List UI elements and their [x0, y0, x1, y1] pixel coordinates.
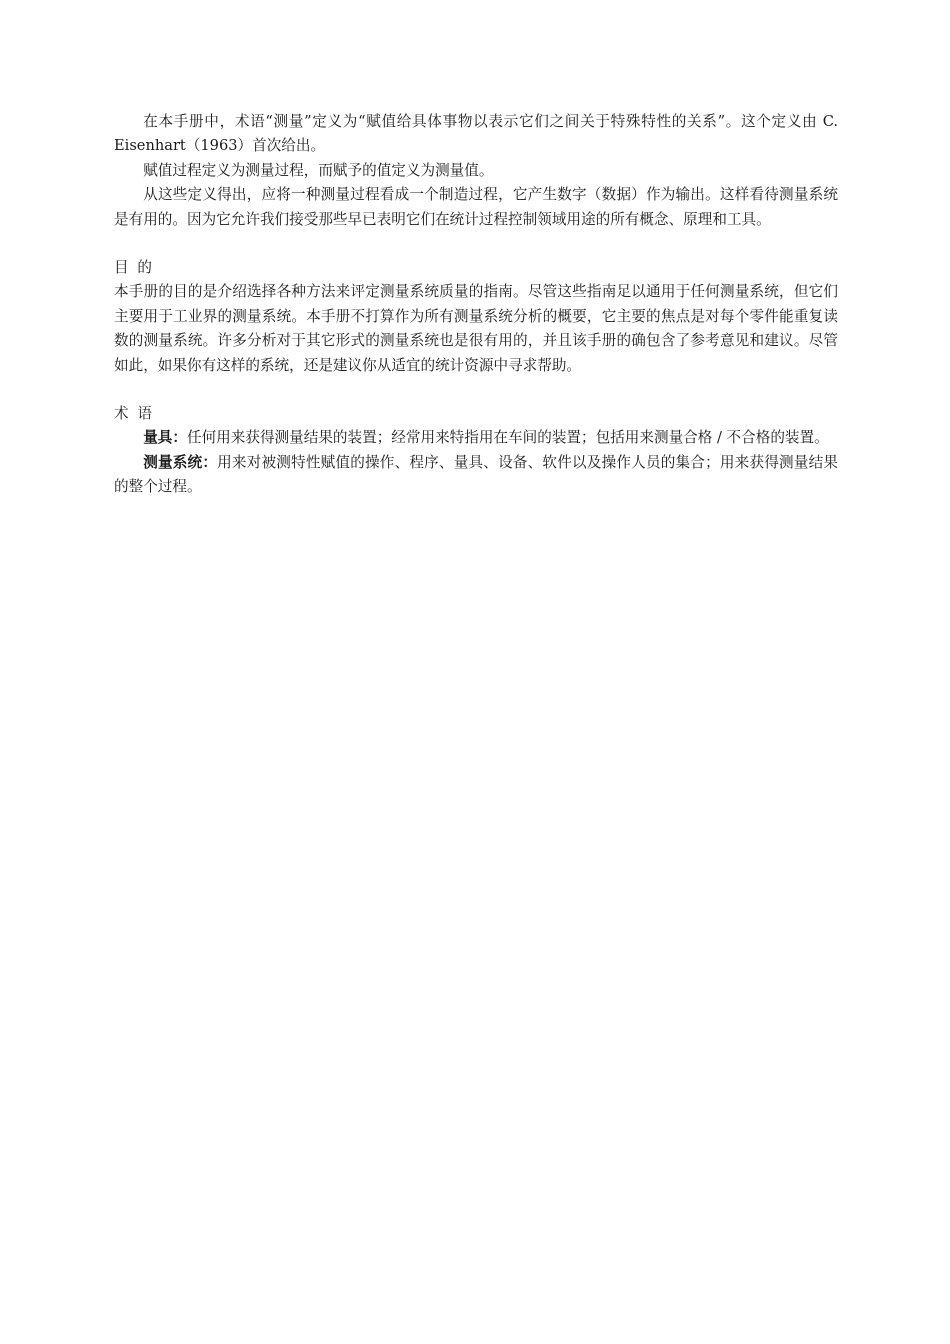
document-page [114, 110, 838, 500]
term-measurement-system-definition: 用来对被测特性赋值的操作、程序、量具、设备、软件以及操作人员的集合；用来获得测量结果的整个过程。 [114, 453, 838, 496]
purpose-paragraph: 本手册的目的是介绍选择各种方法来评定测量系统质量的指南。尽管这些指南足以通用于任何测量系统，但它们主要用于工业界的测量系统。本手册不打算作为所有测量系统分析的概要，它主要的焦点是对每个零件能重复读数的测量系统。许多分析对于其它形式的测量系统也是很有用的，并且该手册的确包含了参考意见和建议。尽管如此，如果你有这样的系统，还是建议你从适宜的统计资源中寻求帮助。 [114, 283, 838, 374]
term-gauge-definition: 任何用来获得测量结果的装置；经常用来特指用在车间的装置；包括用来测量合格 / 不合格的装置。 [186, 429, 829, 447]
terminology-heading: 术语 [114, 405, 161, 423]
purpose-heading: 目的 [114, 259, 161, 277]
term-gauge-label: 量具： [143, 429, 187, 447]
intro-paragraph-definition: 在本手册中，术语“测量”定义为“赋值给具体事物以表示它们之间关于特殊特性的关系”。这个定义由 C. Eisenhart（1963）首次给出。 [114, 113, 838, 155]
spacer [114, 232, 838, 256]
intro-paragraph-process: 从这些定义得出，应将一种测量过程看成一个制造过程，它产生数字（数据）作为输出。这样看待测量系统是有用的。因为它允许我们接受那些早已表明它们在统计过程控制领域用途的所有概念、原理和工具。 [114, 186, 838, 228]
term-measurement-system-entry [114, 451, 838, 500]
term-gauge-entry [114, 426, 838, 450]
term-measurement-system-label: 测量系统： [143, 453, 218, 471]
spacer [114, 378, 838, 402]
intro-paragraph-measurement-value: 赋值过程定义为测量过程，而赋予的值定义为测量值。 [143, 161, 494, 179]
